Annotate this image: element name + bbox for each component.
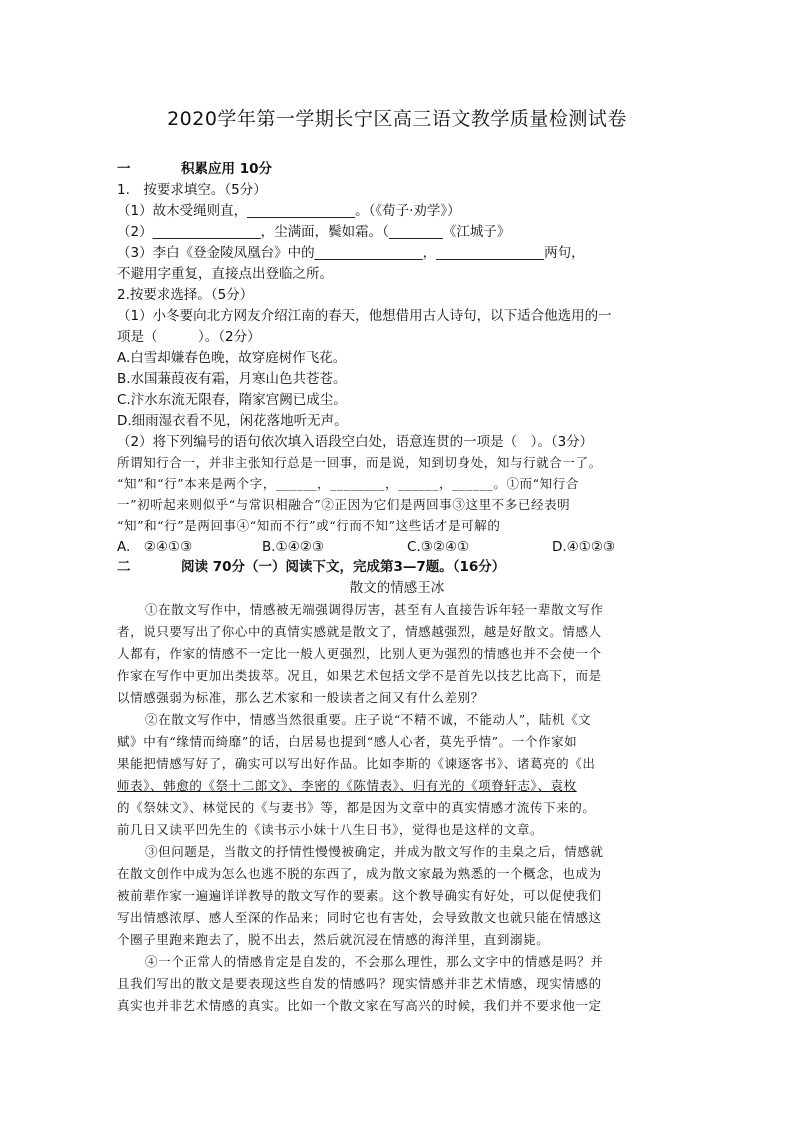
question-1-item-3: （3）李白《登金陵凤凰台》中的________________，________________两句， bbox=[117, 245, 585, 261]
section-1-header bbox=[117, 159, 272, 179]
question-1-item-3-cont: 不避用字重复，直接点出登临之所。 bbox=[117, 266, 333, 282]
question-2-2-passage-line: 所谓知行合一，并非主张知行总是一回事，而是说，知到切身处，知与行就合一了。 bbox=[117, 455, 602, 470]
question-2-2-stem: （2）将下列编号的语句依次填入语段空白处，语意连贯的一项是（ ）。（3分） bbox=[117, 434, 594, 450]
question-2-1-line-1: （1）小冬要向北方网友介绍江南的春天，他想借用古人诗句，以下适合他选用的一 bbox=[117, 308, 612, 324]
article-line: 果能把情感写好了，确实可以写出好作品。比如李斯的《谏逐客书》、诸葛亮的《出 bbox=[117, 756, 596, 771]
article-line: 前几日又读平凹先生的《读书示小妹十八生日书》，觉得也是这样的文章。 bbox=[117, 822, 544, 837]
section-2-number: 二 bbox=[117, 559, 131, 575]
section-1-number: 一 bbox=[117, 161, 131, 177]
article-line: ①在散文写作中，情感被无端强调得厉害，甚至有人直接告诉年轻一辈散文写作 bbox=[145, 602, 604, 617]
article-line: 的《祭妹文》、林觉民的《与妻书》等，都是因为文章中的真实情感才流传下来的。 bbox=[117, 800, 596, 815]
article-line: ④一个正常人的情感肯定是自发的，不会那么理性，那么文字中的情感是吗？并 bbox=[145, 954, 604, 969]
option-c: C.汴水东流无限春，隋家宫阙已成尘。 bbox=[117, 392, 347, 408]
section-2-header bbox=[117, 557, 505, 577]
article-line: 个圈子里跑来跑去了，脱不出去，然后就沉浸在情感的海洋里，直到溺毙。 bbox=[117, 932, 550, 947]
option-a: A.白雪却嫌春色晚，故穿庭树作飞花。 bbox=[117, 350, 347, 366]
article-line: 赋》中有“缘情而绮靡”的话，白居易也提到“感人心者，莫先乎情”。一个作家如 bbox=[117, 734, 578, 749]
article-line: ②在散文写作中，情感当然很重要。庄子说“不精不诚，不能动人”，陆机《文 bbox=[145, 712, 592, 727]
option-b: B.水国蒹葭夜有霜，月寒山色共苍苍。 bbox=[117, 371, 347, 387]
article-line: 作家在写作中更加出类拔萃。况且，如果艺术包括文学不是首先以技艺比高下，而是 bbox=[117, 668, 602, 683]
question-2-1-line-2: 项是（ ）。（2分） bbox=[117, 329, 261, 345]
question-2-2-passage-line: “知”和“行”本来是两个字，______，________，______，______。①而“知行合 bbox=[117, 476, 579, 491]
choice-b: B.①④②③ bbox=[262, 539, 324, 555]
choice-d: D.④①②③ bbox=[552, 539, 616, 555]
article-line: 且我们写出的散文是要表现这些自发的情感吗？现实情感并非艺术情感，现实情感的 bbox=[117, 976, 602, 991]
question-1-stem: 1. 按要求填空。（5分） bbox=[117, 182, 267, 198]
answer-choices bbox=[117, 537, 697, 557]
article-line: 者，说只要写出了你心中的真情实感就是散文了，情感越强烈，越是好散文。情感人 bbox=[117, 624, 602, 639]
article-title: 散文的情感王冰 bbox=[349, 580, 445, 596]
question-2-2-passage-line: “知”和“行”是两回事④“知而不行”或“行而不知”这些话才是可解的 bbox=[117, 518, 501, 533]
article-line: ③但问题是，当散文的抒情性慢慢被确定，并成为散文写作的圭臬之后，情感就 bbox=[145, 844, 604, 859]
question-2-stem: 2.按要求选择。（5分） bbox=[117, 287, 254, 303]
choice-a: A. ②④①③ bbox=[117, 539, 193, 555]
question-2-2-passage-line: 一”初听起来则似乎“与常识相融合”②正因为它们是两回事③这里不多已经表明 bbox=[117, 497, 571, 512]
article-line: 写出情感浓厚、感人至深的作品来；同时它也有害处，会导致散文也就只能在情感这 bbox=[117, 910, 602, 925]
choice-c: C.③②④① bbox=[407, 539, 470, 555]
question-1-item-2: （2）________________，尘满面，鬓如霜。（________《江城子》 bbox=[117, 224, 511, 240]
page-title: 2020学年第一学期长宁区高三语文教学质量检测试卷 bbox=[167, 108, 627, 130]
article-line: 被前辈作家一遍遍详详教导的散文写作的要素。这个教导确实有好处，可以促使我们 bbox=[117, 888, 602, 903]
article-line: 人都有，作家的情感不一定比一般人更强烈，比别人更为强烈的情感也并不会使一个 bbox=[117, 646, 602, 661]
section-2-heading: 阅读 70分（一）阅读下文，完成第3—7题。（16分） bbox=[181, 559, 506, 575]
article-line: 以情感强弱为标准，那么艺术家和一般读者之间又有什么差别？ bbox=[117, 690, 484, 705]
article-line: 真实也并非艺术情感的真实。比如一个散文家在写高兴的时候，我们并不要求他一定 bbox=[117, 998, 602, 1013]
question-1-item-1: （1）故木受绳则直，________________。（《荀子·劝学》） bbox=[117, 203, 461, 219]
section-1-heading: 积累应用 10分 bbox=[181, 161, 272, 177]
option-d: D.细雨湿衣看不见，闲花落地听无声。 bbox=[117, 413, 348, 429]
article-line: 在散文创作中成为怎么也逃不脱的东西了，成为散文家最为熟悉的一个概念，也成为 bbox=[117, 866, 602, 881]
article-line: 师表》、韩愈的《祭十二郎文》、李密的《陈情表》、归有光的《项脊轩志》、袁枚 bbox=[117, 778, 577, 793]
